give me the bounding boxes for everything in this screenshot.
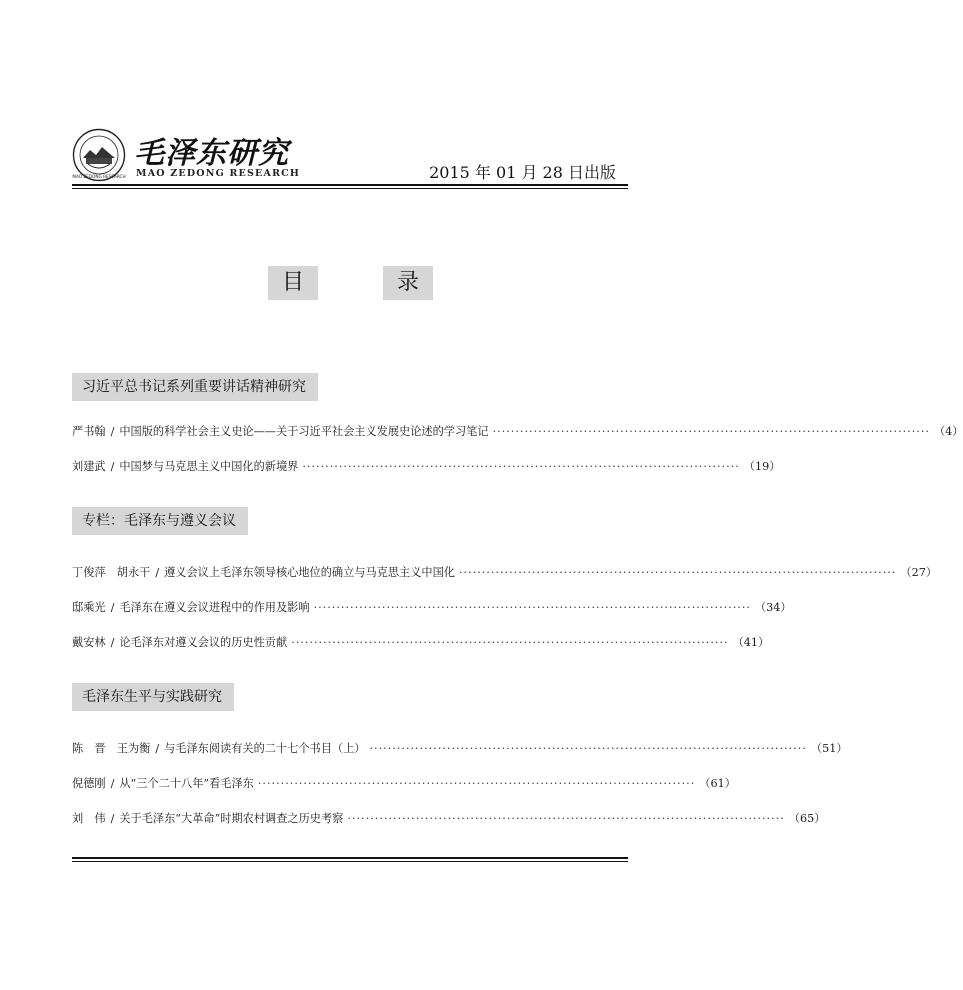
toc-entry[interactable]	[72, 634, 770, 652]
entry-author: 戴安林	[72, 636, 106, 649]
entry-author: 刘 伟	[72, 812, 106, 825]
dot-leader: ································································································	[492, 425, 930, 438]
toc-title-left: 目	[268, 266, 318, 300]
entry-author: 邸乘光	[72, 601, 106, 614]
entry-page-number: （27）	[900, 566, 938, 579]
header-rule-thick	[72, 184, 628, 186]
svg-text:MAO ZEDONG RESEARCH: MAO ZEDONG RESEARCH	[72, 174, 126, 179]
dot-leader: ································································································	[302, 460, 740, 473]
dot-leader: ································································································	[257, 777, 696, 790]
section-heading: 习近平总书记系列重要讲话精神研究	[72, 373, 318, 401]
section-heading: 专栏：毛泽东与遵义会议	[72, 507, 248, 535]
entry-title: 中国梦与马克思主义中国化的新境界	[119, 460, 299, 473]
entry-page-number: （65）	[788, 812, 826, 825]
entry-author: 陈 晋 王为衡	[72, 742, 151, 755]
footer-rule-thick	[72, 857, 628, 859]
entry-separator: /	[110, 601, 115, 614]
toc-entry[interactable]	[72, 810, 826, 828]
entry-title: 从“三个二十八年”看毛泽东	[119, 777, 254, 790]
journal-seal-logo	[72, 128, 126, 182]
entry-page-number: （51）	[810, 742, 848, 755]
header-rule-thin	[72, 188, 628, 189]
entry-page-number: （41）	[732, 636, 770, 649]
entry-title: 论毛泽东对遵义会议的历史性贡献	[119, 636, 288, 649]
dot-leader: ································································································	[291, 636, 729, 649]
section-heading: 毛泽东生平与实践研究	[72, 683, 234, 711]
entry-page-number: （61）	[699, 777, 736, 790]
dot-leader: ································································································	[459, 566, 897, 579]
journal-title-chinese: 毛泽东研究	[134, 136, 289, 171]
entry-page-number: （4）	[933, 425, 963, 438]
toc-title-right: 录	[383, 266, 433, 300]
entry-page-number: （19）	[743, 460, 781, 473]
toc-entry[interactable]	[72, 599, 792, 617]
entry-separator: /	[155, 566, 160, 579]
dot-leader: ································································································	[369, 742, 807, 755]
entry-title: 中国版的科学社会主义史论——关于习近平社会主义发展史论述的学习笔记	[119, 425, 489, 438]
dot-leader: ································································································	[347, 812, 785, 825]
toc-entry[interactable]	[72, 740, 848, 758]
toc-entry[interactable]	[72, 564, 938, 582]
publication-date: 2015 年 01 月 28 日出版	[429, 163, 616, 182]
entry-separator: /	[110, 636, 115, 649]
entry-author: 刘建武	[72, 460, 106, 473]
footer-rule-thin	[72, 861, 628, 862]
toc-entry[interactable]	[72, 423, 963, 441]
dot-leader: ································································································	[313, 601, 751, 614]
entry-separator: /	[110, 460, 115, 473]
toc-entry[interactable]	[72, 775, 736, 793]
entry-separator: /	[110, 777, 115, 790]
entry-separator: /	[110, 425, 115, 438]
entry-page-number: （34）	[754, 601, 792, 614]
entry-title: 与毛泽东阅读有关的二十七个书目（上）	[164, 742, 366, 755]
entry-author: 严书翰	[72, 425, 106, 438]
entry-title: 关于毛泽东“大革命”时期农村调查之历史考察	[119, 812, 344, 825]
entry-separator: /	[155, 742, 160, 755]
entry-title: 毛泽东在遵义会议进程中的作用及影响	[119, 601, 310, 614]
toc-entry[interactable]	[72, 458, 781, 476]
entry-title: 遵义会议上毛泽东领导核心地位的确立与马克思主义中国化	[164, 566, 455, 579]
entry-author: 丁俊萍 胡永干	[72, 566, 151, 579]
entry-author: 倪德刚	[72, 777, 106, 790]
entry-separator: /	[110, 812, 115, 825]
journal-title-english: MAO ZEDONG RESEARCH	[136, 168, 301, 179]
masthead-header	[72, 126, 628, 190]
